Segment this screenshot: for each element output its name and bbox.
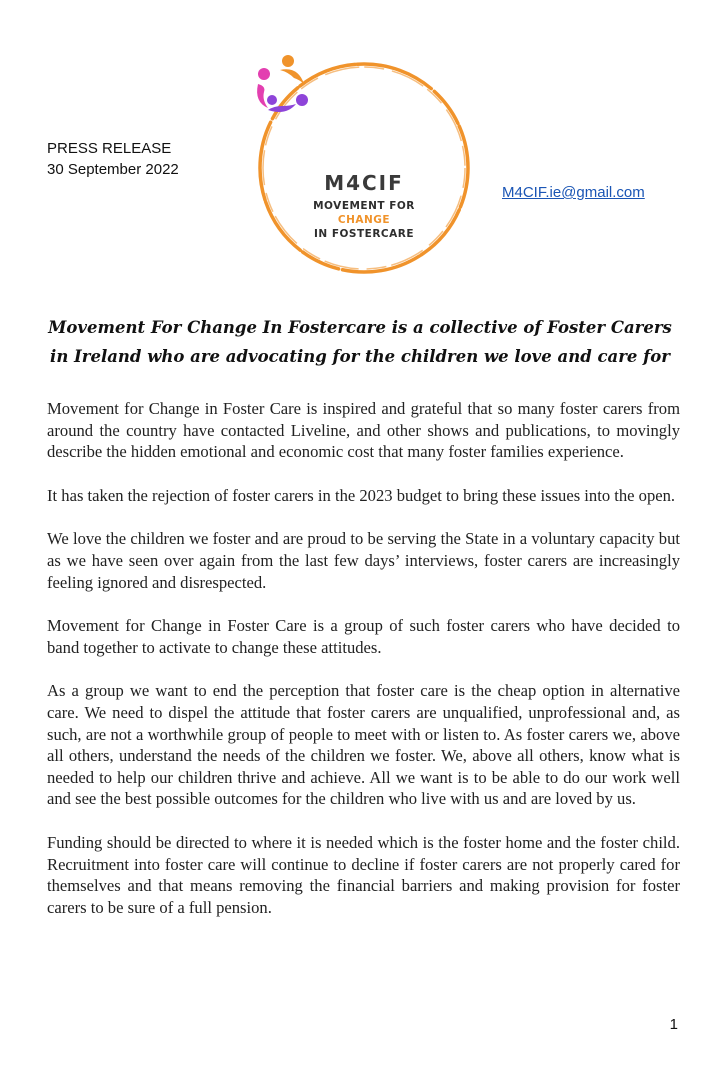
press-release-header (47, 138, 179, 180)
headline: Movement For Change In Fostercare is a collective of Foster Carers in Ireland who are advocating for the children we love and care for (48, 318, 672, 366)
paragraph: As a group we want to end the perception that foster care is the cheap option in alternative care. We need to dispel the attitude that foster carers are unqualified, unprofessional and, as such, are not a worthwhile group of people to meet with or listen to. As foster carers we, above all others, understand the needs of the children we foster. We, above all others, know what is needed to help our children thrive and achieve. All we want is to be able to do our work well and see the best possible outcomes for the children who live with us and are loved by us. (47, 681, 680, 809)
press-release-label: PRESS RELEASE (47, 140, 172, 157)
page-number: 1 (669, 1016, 678, 1033)
paragraph: Funding should be directed to where it is needed which is the foster home and the foster child. Recruitment into foster care will continue to decline if foster carers are not properly cared for themselves and that means removing the financial barriers and making provision for foster carers to be sure of a full pension. (47, 832, 680, 917)
paragraph: We love the children we foster and are proud to be serving the State in a voluntary capacity but as we have seen over again from the last few days’ interviews, foster carers are increasingly feeling ignored and disrespected. (47, 529, 680, 592)
email-link[interactable]: M4CIF.ie@gmail.com (502, 184, 645, 201)
paragraph: It has taken the rejection of foster carers in the 2023 budget to bring these issues into the open. (47, 485, 676, 505)
logo-tagline-2: CHANGE (337, 214, 391, 226)
logo-tagline-1: MOVEMENT FOR (313, 200, 415, 212)
paragraph: Movement for Change in Foster Care is a group of such foster carers who have decided to band together to activate to change these attitudes. (47, 616, 680, 657)
m4cif-logo (250, 54, 478, 282)
family-figures-icon (250, 54, 310, 116)
paragraph: Movement for Change in Foster Care is inspired and grateful that so many foster carers from around the country have contacted Liveline, and other shows and publications, to movingly describe the hidden emotional and economic cost that many foster families experience. (47, 399, 680, 462)
logo-name: M4CIF (324, 171, 404, 195)
press-release-body (47, 398, 680, 940)
press-release-date: 30 September 2022 (47, 161, 179, 178)
logo-tagline-3: IN FOSTERCARE (313, 228, 415, 240)
